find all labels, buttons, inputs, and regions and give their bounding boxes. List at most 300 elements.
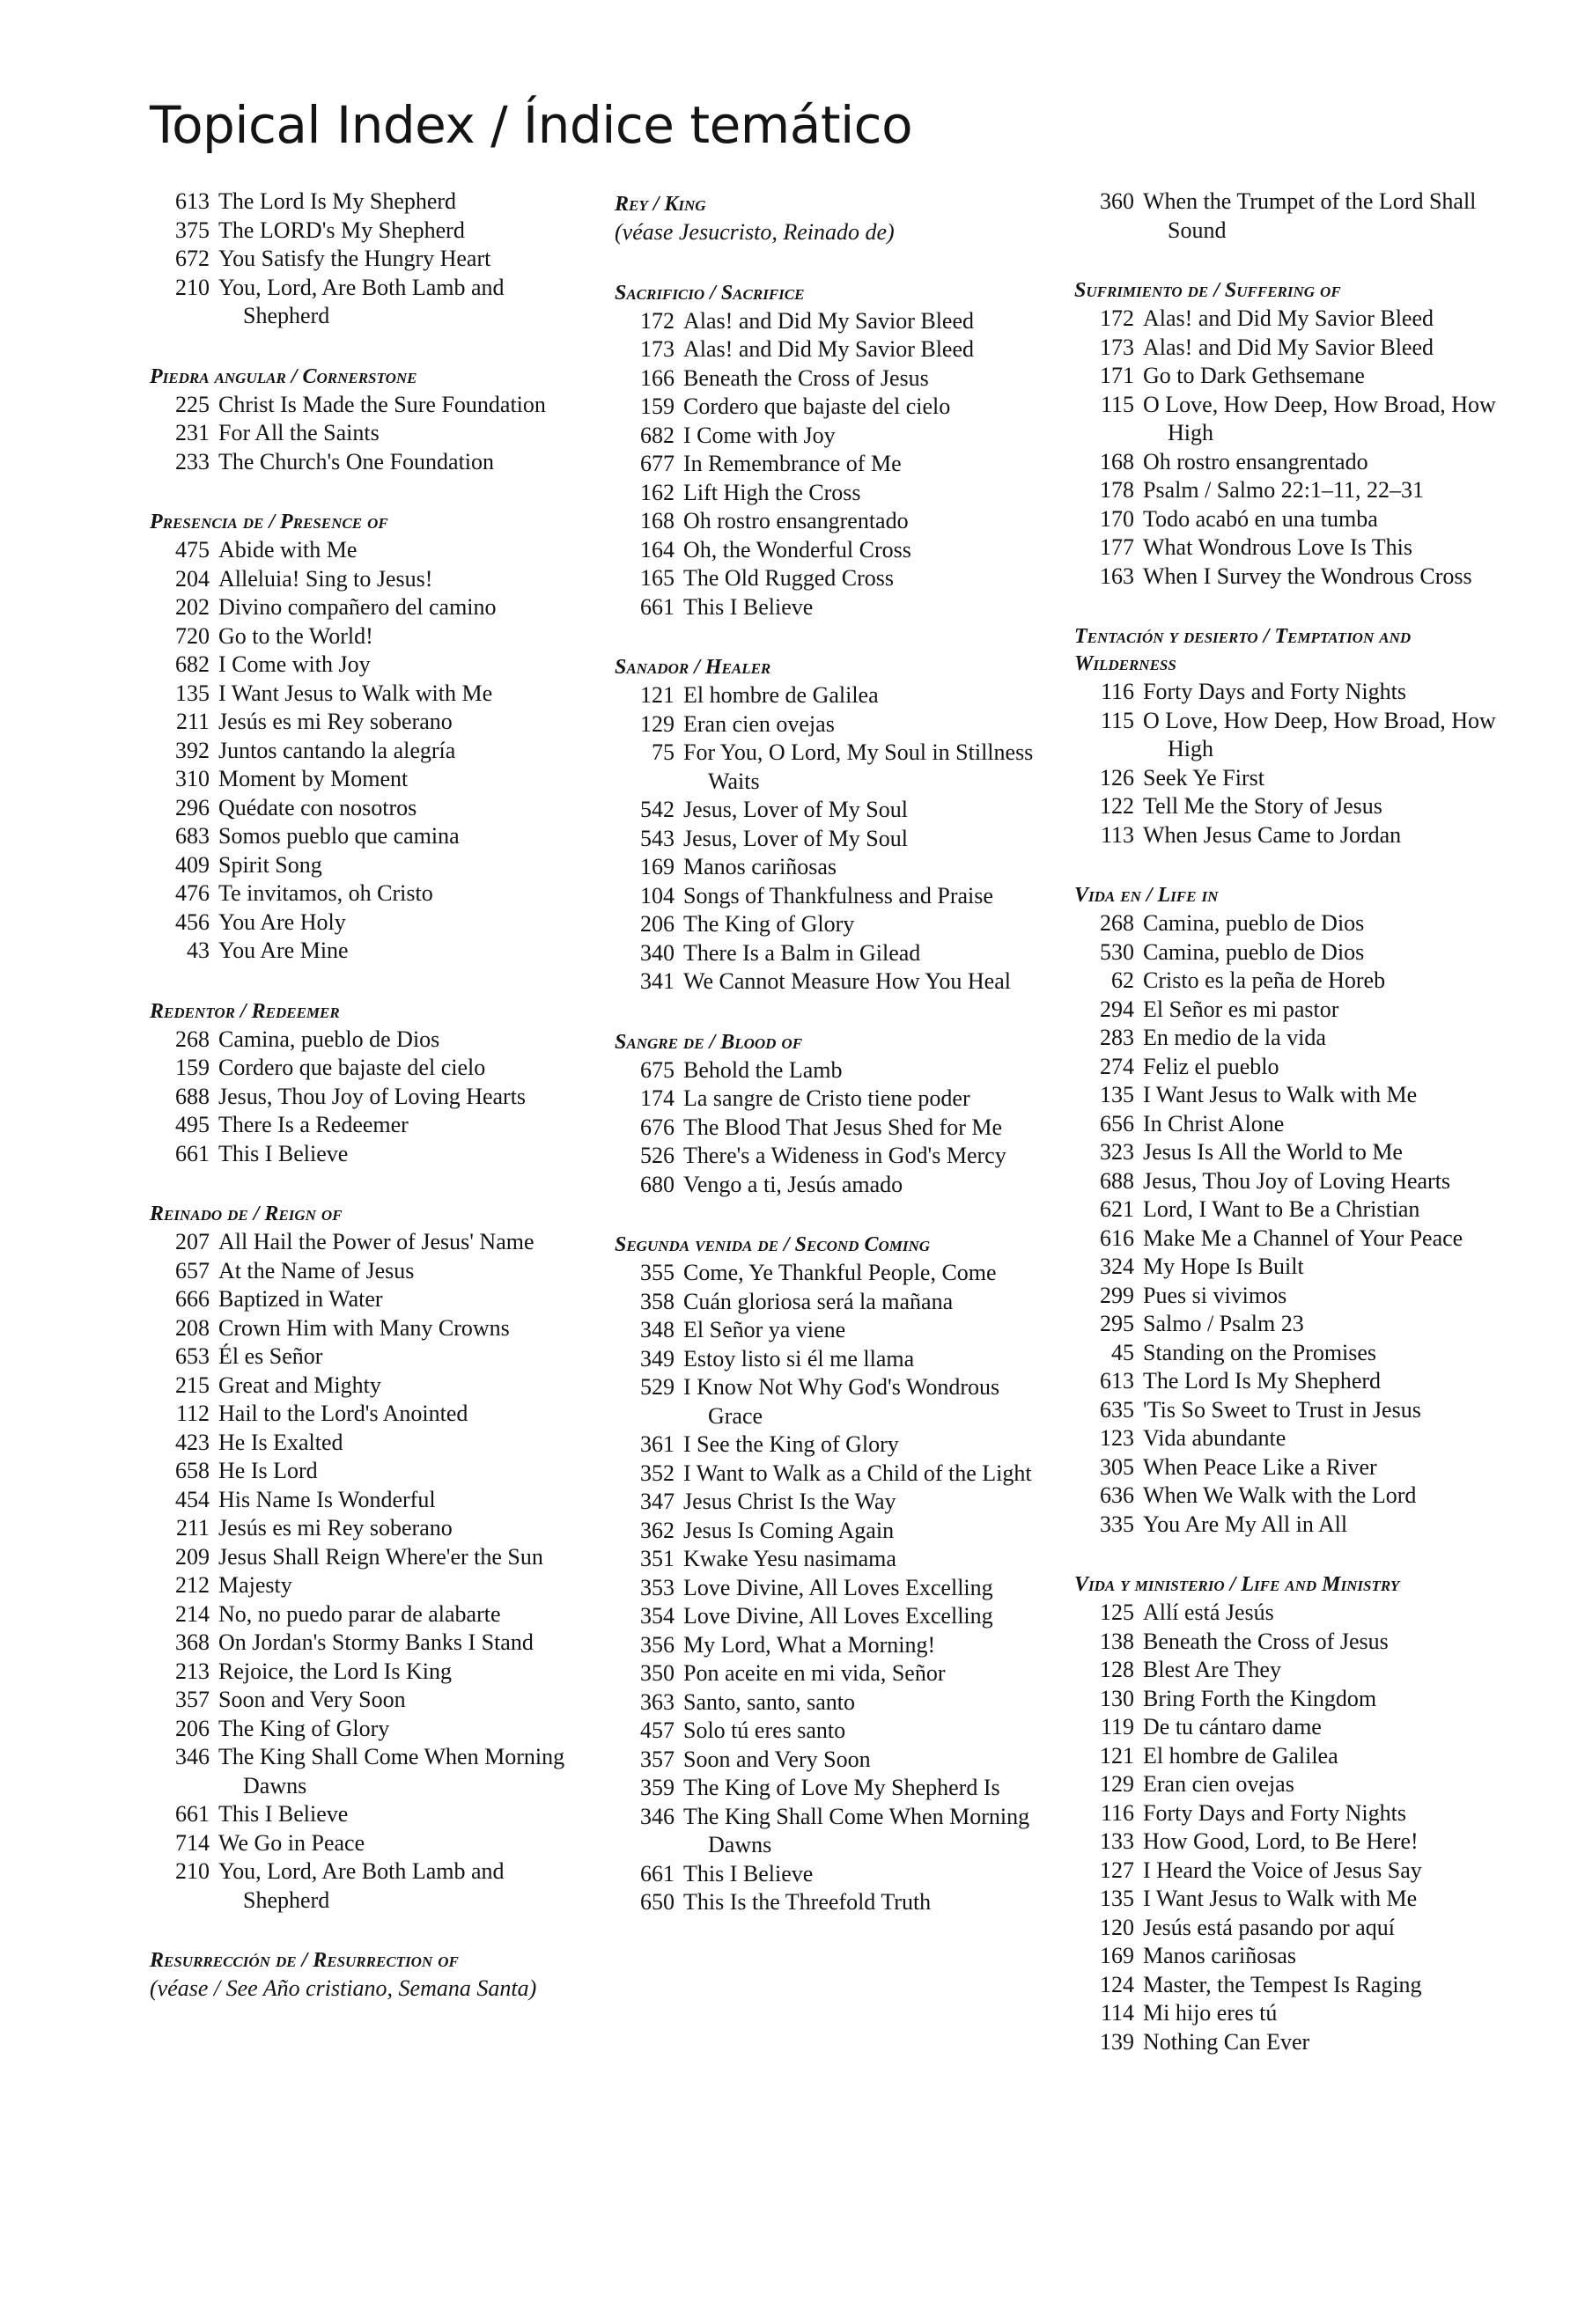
hymn-title: On Jordan's Stormy Banks I Stand [218, 1629, 534, 1655]
index-entry [150, 536, 590, 565]
index-entry [615, 1460, 1055, 1489]
hymn-title: Psalm / Salmo 22:1–11, 22–31 [1143, 477, 1424, 503]
hymn-number: 126 [1100, 764, 1134, 791]
hymn-number: 542 [640, 797, 675, 822]
hymn-title: I Want Jesus to Walk with Me [1143, 1082, 1418, 1107]
hymn-title: Crown Him with Many Crowns [218, 1314, 510, 1341]
hymn-title: He Is Exalted [218, 1429, 343, 1455]
hymn-title: Bring Forth the Kingdom [1143, 1685, 1377, 1711]
hymn-title: This I Believe [218, 1140, 349, 1166]
hymn-title: Jesus, Thou Joy of Loving Hearts [218, 1083, 527, 1109]
hymn-title: You Are Mine [218, 938, 349, 963]
hymn-title: In Christ Alone [1143, 1110, 1285, 1136]
index-entry [150, 1111, 590, 1140]
index-entry [1074, 1310, 1515, 1339]
index-entry [1074, 476, 1515, 505]
index-entry [1074, 1999, 1515, 2028]
hymn-number: 168 [640, 508, 675, 533]
index-entry [150, 1228, 590, 1257]
hymn-title: This Is the Threefold Truth [683, 1889, 932, 1915]
hymn-title: Rejoice, the Lord Is King [218, 1658, 452, 1684]
hymn-number: 211 [175, 1515, 210, 1541]
index-entry [1074, 1453, 1515, 1482]
index-entry [615, 1602, 1055, 1631]
hymn-number: 43 [187, 938, 210, 963]
hymn-title: When I Survey the Wondrous Cross [1143, 563, 1472, 589]
index-entry [615, 1085, 1055, 1114]
hymn-number: 682 [175, 651, 210, 677]
hymn-number: 207 [175, 1229, 210, 1254]
hymn-title: This I Believe [683, 593, 814, 620]
index-entry [615, 1631, 1055, 1660]
index-entry [1074, 188, 1515, 245]
hymn-number: 177 [1100, 534, 1134, 560]
hymn-number: 323 [1100, 1139, 1134, 1165]
hymn-title: This I Believe [218, 1801, 349, 1827]
hymn-title: We Cannot Measure How You Heal [683, 968, 1011, 994]
hymn-title: Abide with Me [218, 537, 358, 563]
index-entry [150, 1457, 590, 1486]
hymn-number: 423 [175, 1429, 210, 1455]
hymn-title: Alas! and Did My Savior Bleed [1143, 305, 1434, 331]
hymn-title: Oh rostro ensangrentado [683, 508, 909, 533]
hymn-title: Camina, pueblo de Dios [1143, 910, 1365, 936]
hymn-title: El hombre de Galilea [1143, 1742, 1338, 1769]
hymn-number: 476 [175, 880, 210, 906]
hymn-title: Cordero que bajaste del cielo [218, 1055, 486, 1080]
index-entry [615, 364, 1055, 393]
index-entry [1074, 1024, 1515, 1053]
index-section [615, 276, 1055, 622]
hymn-number: 359 [640, 1775, 675, 1800]
hymn-number: 357 [175, 1687, 210, 1712]
index-column-3 [1074, 188, 1515, 2085]
hymn-title: My Hope Is Built [1143, 1254, 1304, 1279]
hymn-title: There Is a Balm in Gilead [683, 939, 921, 966]
index-entry [1074, 1396, 1515, 1425]
hymn-title: Todo acabó en una tumba [1143, 505, 1378, 532]
hymn-number: 283 [1100, 1025, 1134, 1050]
hymn-title: When We Walk with the Lord [1143, 1482, 1417, 1508]
index-entry [1074, 391, 1515, 448]
index-entry [615, 1746, 1055, 1775]
index-entry [150, 708, 590, 737]
hymn-number: 119 [1100, 1714, 1134, 1739]
index-entry [1074, 305, 1515, 334]
hymn-title: Baptized in Water [218, 1286, 383, 1312]
hymn-number: 128 [1100, 1657, 1134, 1682]
index-entry [1074, 1599, 1515, 1628]
hymn-title: Behold the Lamb [683, 1056, 843, 1083]
hymn-number: 208 [175, 1314, 210, 1341]
hymn-number: 210 [175, 1858, 210, 1884]
index-entry [615, 882, 1055, 911]
index-entry [150, 217, 590, 246]
hymn-number: 368 [175, 1629, 210, 1655]
index-entry [150, 1514, 590, 1543]
index-section [615, 1228, 1055, 1917]
hymn-number: 173 [640, 336, 675, 362]
index-entry [615, 1316, 1055, 1345]
index-entry [615, 307, 1055, 336]
hymn-number: 127 [1100, 1857, 1134, 1883]
hymn-number: 104 [640, 882, 675, 908]
index-entry [150, 851, 590, 880]
index-entry [1074, 505, 1515, 534]
hymn-number: 680 [640, 1171, 675, 1197]
hymn-title: This I Believe [683, 1860, 814, 1886]
hymn-title: I Come with Joy [683, 422, 836, 448]
hymn-number: 45 [1111, 1339, 1134, 1365]
index-entry [1074, 533, 1515, 563]
hymn-number: 676 [640, 1114, 675, 1140]
index-entry [615, 967, 1055, 997]
hymn-title: La sangre de Cristo tiene poder [683, 1085, 970, 1111]
index-entry [615, 739, 1055, 796]
section-heading: Piedra angular / Cornerstone [150, 364, 417, 388]
hymn-title: Beneath the Cross of Jesus [1143, 1628, 1389, 1654]
index-entry [150, 1743, 590, 1800]
index-entry [1074, 1282, 1515, 1311]
hymn-number: 268 [1100, 910, 1134, 936]
hymn-number: 361 [640, 1431, 675, 1457]
hymn-title: Divino compañero del camino [218, 594, 497, 620]
index-section [615, 651, 1055, 997]
hymn-number: 212 [175, 1572, 210, 1598]
index-entry [1074, 967, 1515, 996]
hymn-number: 635 [1100, 1396, 1134, 1423]
index-entry [615, 1142, 1055, 1171]
hymn-number: 636 [1100, 1482, 1134, 1508]
hymn-number: 168 [1100, 448, 1134, 474]
hymn-title: Seek Ye First [1143, 764, 1264, 791]
index-entry [150, 593, 590, 622]
hymn-title: Salmo / Psalm 23 [1143, 1311, 1304, 1336]
index-entry [615, 1056, 1055, 1085]
hymn-number: 683 [175, 823, 210, 849]
index-entry [1074, 1482, 1515, 1511]
index-entry [150, 794, 590, 823]
index-section [150, 1944, 590, 2004]
section-heading: Resurrección de / Resurrection of [150, 1949, 459, 1972]
index-entry [1074, 1942, 1515, 1971]
index-entry [1074, 1799, 1515, 1828]
section-heading: Rey / King [615, 193, 706, 216]
hymn-number: 171 [1100, 363, 1134, 388]
index-entry [615, 939, 1055, 968]
index-entry [615, 1688, 1055, 1717]
index-entry [615, 1114, 1055, 1143]
hymn-number: 454 [175, 1486, 210, 1512]
index-entry [615, 796, 1055, 825]
index-entry [150, 1429, 590, 1458]
index-entry [150, 1629, 590, 1658]
hymn-title: Cordero que bajaste del cielo [683, 393, 951, 419]
section-heading: Vida en / Life in [1074, 884, 1219, 907]
hymn-number: 209 [175, 1543, 210, 1570]
hymn-number: 352 [640, 1460, 675, 1486]
hymn-title: When the Trumpet of the Lord Shall Sound [1143, 188, 1477, 243]
hymn-number: 658 [175, 1458, 210, 1483]
index-entry [1074, 1195, 1515, 1225]
hymn-number: 169 [640, 854, 675, 879]
hymn-number: 173 [1100, 334, 1134, 360]
hymn-title: Camina, pueblo de Dios [1143, 938, 1365, 965]
index-entry [150, 1400, 590, 1429]
hymn-title: Jesús es mi Rey soberano [218, 709, 453, 734]
hymn-title: Jesus Is All the World to Me [1143, 1139, 1403, 1165]
index-entry [1074, 996, 1515, 1025]
hymn-number: 296 [175, 794, 210, 820]
hymn-title: What Wondrous Love Is This [1143, 534, 1413, 560]
hymn-number: 139 [1100, 2028, 1134, 2055]
hymn-number: 121 [1100, 1742, 1134, 1769]
hymn-number: 348 [640, 1317, 675, 1342]
hymn-number: 166 [640, 364, 675, 391]
hymn-number: 129 [640, 710, 675, 737]
hymn-number: 613 [175, 188, 210, 214]
hymn-number: 526 [640, 1143, 675, 1168]
index-entry [1074, 938, 1515, 967]
index-entry [150, 1342, 590, 1372]
hymn-number: 206 [640, 911, 675, 937]
index-section [150, 1197, 590, 1915]
hymn-number: 661 [640, 593, 675, 620]
index-entry [1074, 1885, 1515, 1914]
hymn-title: Come, Ye Thankful People, Come [683, 1260, 997, 1285]
section-heading: Presencia de / Presence of [150, 511, 388, 533]
hymn-number: 170 [1100, 505, 1134, 532]
index-entry [1074, 1167, 1515, 1196]
hymn-title: Cuán gloriosa será la mañana [683, 1288, 954, 1314]
hymn-number: 206 [175, 1715, 210, 1741]
hymn-title: Alas! and Did My Savior Bleed [683, 307, 975, 334]
index-entry [615, 1860, 1055, 1889]
hymn-number: 675 [640, 1056, 675, 1083]
hymn-title: O Love, How Deep, How Broad, How High [1143, 707, 1496, 761]
hymn-number: 204 [175, 565, 210, 592]
hymn-title: You, Lord, Are Both Lamb and Shepherd [218, 1858, 505, 1913]
index-entry [615, 710, 1055, 739]
hymn-title: Jesus Christ Is the Way [683, 1489, 896, 1514]
hymn-title: His Name Is Wonderful [218, 1486, 436, 1512]
index-entry [615, 593, 1055, 622]
index-entry [615, 1488, 1055, 1517]
hymn-title: I See the King of Glory [683, 1431, 899, 1457]
hymn-number: 362 [640, 1517, 675, 1543]
hymn-number: 672 [175, 246, 210, 271]
index-entry [615, 1171, 1055, 1200]
hymn-title: Moment by Moment [218, 766, 409, 791]
index-section [150, 360, 590, 477]
hymn-number: 457 [640, 1717, 675, 1743]
index-section [1074, 274, 1515, 591]
hymn-title: Solo tú eres santo [683, 1717, 846, 1743]
index-entry [150, 1257, 590, 1286]
cross-reference-note: (véase / See Año cristiano, Semana Santa) [150, 1975, 537, 2001]
hymn-number: 688 [1100, 1167, 1134, 1194]
index-entry [1074, 1685, 1515, 1714]
hymn-title: Alas! and Did My Savior Bleed [1143, 334, 1434, 360]
index-entry [150, 765, 590, 794]
index-entry [1074, 1656, 1515, 1685]
hymn-title: Love Divine, All Loves Excelling [683, 1603, 993, 1629]
hymn-title: Forty Days and Forty Nights [1143, 1799, 1406, 1826]
index-entry [150, 879, 590, 908]
hymn-title: The King of Love My Shepherd Is [683, 1775, 1000, 1800]
hymn-number: 613 [1100, 1368, 1134, 1394]
hymn-title: Tell Me the Story of Jesus [1143, 793, 1382, 819]
index-entry [615, 335, 1055, 364]
index-entry [150, 274, 590, 331]
hymn-title: Juntos cantando la alegría [218, 737, 456, 763]
hymn-number: 335 [1100, 1511, 1134, 1537]
index-entry [150, 622, 590, 651]
index-entry [1074, 1628, 1515, 1657]
hymn-number: 202 [175, 594, 210, 620]
hymn-title: The Blood That Jesus Shed for Me [683, 1114, 1003, 1140]
hymn-title: I Want to Walk as a Child of the Light [683, 1460, 1032, 1486]
hymn-title: Él es Señor [218, 1343, 323, 1369]
section-heading: Tentación y desierto / Temptation and Wilderness [1074, 625, 1412, 675]
section-heading: Sanador / Healer [615, 656, 771, 679]
hymn-number: 688 [175, 1083, 210, 1109]
hymn-title: The LORD's My Shepherd [218, 217, 465, 243]
index-entry [615, 507, 1055, 536]
hymn-title: Great and Mighty [218, 1372, 381, 1398]
index-entry [615, 564, 1055, 593]
hymn-title: Go to the World! [218, 622, 373, 649]
hymn-title: Master, the Tempest Is Raging [1143, 1971, 1422, 1997]
index-entry [1074, 1339, 1515, 1368]
hymn-number: 213 [175, 1658, 210, 1684]
index-entry [1074, 1971, 1515, 2000]
index-entry [1074, 1081, 1515, 1110]
section-heading: Vida y ministerio / Life and Ministry [1074, 1573, 1400, 1596]
hymn-number: 116 [1100, 679, 1134, 704]
index-section [150, 505, 590, 966]
index-entry [615, 825, 1055, 854]
hymn-number: 354 [640, 1603, 675, 1629]
index-entry [615, 1803, 1055, 1860]
index-entry [1074, 1253, 1515, 1282]
index-entry [150, 651, 590, 680]
hymn-title: Jesus Is Coming Again [683, 1517, 895, 1543]
index-column-2 [615, 188, 1055, 1946]
hymn-title: De tu cántaro dame [1143, 1714, 1322, 1739]
hymn-number: 165 [640, 565, 675, 591]
hymn-title: Love Divine, All Loves Excelling [683, 1574, 993, 1600]
hymn-number: 123 [1100, 1425, 1134, 1451]
hymn-number: 135 [1100, 1886, 1134, 1911]
hymn-number: 135 [1100, 1082, 1134, 1107]
hymn-title: Jesus, Thou Joy of Loving Hearts [1143, 1167, 1451, 1194]
index-entry [615, 1717, 1055, 1746]
hymn-number: 115 [1100, 707, 1134, 733]
hymn-number: 653 [175, 1343, 210, 1369]
hymn-number: 129 [1100, 1771, 1134, 1797]
hymn-number: 356 [640, 1631, 675, 1658]
hymn-number: 682 [640, 422, 675, 448]
hymn-title: You, Lord, Are Both Lamb and Shepherd [218, 274, 505, 328]
index-entry [150, 1486, 590, 1515]
section-heading: Reinado de / Reign of [150, 1202, 343, 1225]
hymn-title: You Satisfy the Hungry Heart [218, 246, 491, 271]
hymn-number: 363 [640, 1688, 675, 1715]
index-section [615, 1026, 1055, 1200]
hymn-number: 529 [640, 1374, 675, 1400]
index-entry [150, 680, 590, 709]
hymn-number: 666 [175, 1286, 210, 1312]
hymn-number: 295 [1100, 1311, 1134, 1336]
hymn-number: 115 [1100, 391, 1134, 417]
hymn-title: Quédate con nosotros [218, 794, 417, 820]
index-section [150, 188, 590, 331]
hymn-number: 274 [1100, 1053, 1134, 1079]
hymn-number: 495 [175, 1112, 210, 1137]
hymn-title: Somos pueblo que camina [218, 823, 460, 849]
hymn-title: El Señor es mi pastor [1143, 996, 1339, 1022]
hymn-number: 211 [175, 709, 210, 734]
hymn-number: 163 [1100, 563, 1134, 589]
index-entry [150, 565, 590, 594]
hymn-number: 310 [175, 766, 210, 791]
hymn-number: 360 [1100, 188, 1134, 214]
hymn-number: 159 [175, 1055, 210, 1080]
hymn-title: No, no puedo parar de alabarte [218, 1600, 501, 1627]
hymn-number: 324 [1100, 1254, 1134, 1279]
hymn-number: 650 [640, 1889, 675, 1915]
index-entry [150, 1083, 590, 1112]
hymn-number: 112 [175, 1401, 210, 1426]
index-entry [150, 1715, 590, 1744]
index-entry [615, 422, 1055, 451]
hymn-number: 116 [1100, 1799, 1134, 1826]
index-entry [150, 1054, 590, 1083]
index-entry [615, 853, 1055, 882]
hymn-number: 305 [1100, 1453, 1134, 1480]
hymn-title: Pon aceite en mi vida, Señor [683, 1660, 946, 1686]
index-entry [615, 1430, 1055, 1460]
index-entry [150, 1026, 590, 1055]
index-entry [1074, 1914, 1515, 1943]
hymn-title: There's a Wideness in God's Mercy [683, 1143, 1006, 1168]
hymn-number: 233 [175, 448, 210, 474]
hymn-title: The King of Glory [218, 1715, 390, 1741]
index-entry [615, 393, 1055, 422]
hymn-title: Spirit Song [218, 851, 322, 878]
hymn-title: When Jesus Came to Jordan [1143, 821, 1402, 848]
hymn-title: The Old Rugged Cross [683, 565, 895, 591]
index-entry [615, 1774, 1055, 1803]
index-entry [150, 419, 590, 448]
hymn-title: I Know Not Why God's Wondrous Grace [683, 1374, 1000, 1429]
hymn-number: 159 [640, 393, 675, 419]
hymn-title: Soon and Very Soon [218, 1687, 406, 1712]
index-entry [1074, 1770, 1515, 1799]
index-entry [1074, 707, 1515, 764]
hymn-number: 172 [1100, 305, 1134, 331]
hymn-number: 122 [1100, 793, 1134, 819]
hymn-title: Eran cien ovejas [1143, 1771, 1294, 1797]
index-entry [150, 448, 590, 477]
hymn-number: 214 [175, 1600, 210, 1627]
index-entry [1074, 1367, 1515, 1396]
hymn-title: Jesus Shall Reign Where'er the Sun [218, 1543, 543, 1570]
index-entry [1074, 1713, 1515, 1742]
hymn-number: 225 [175, 391, 210, 417]
hymn-number: 657 [175, 1257, 210, 1283]
